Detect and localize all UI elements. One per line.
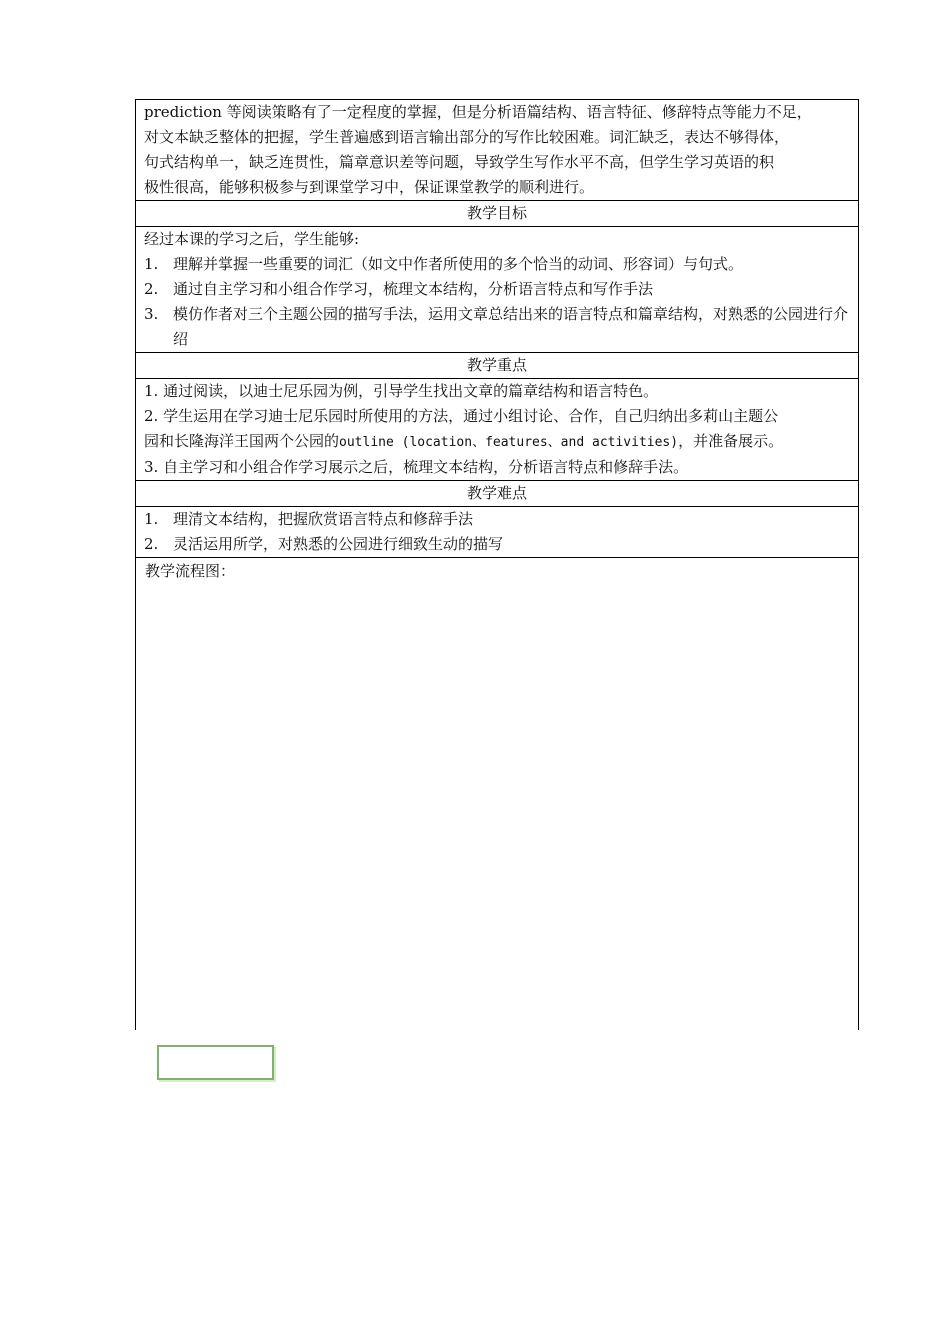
key-point-text: 园和长隆海洋王国两个公园的 [144,432,340,450]
key-point-text: ，并准备展示。 [678,432,784,450]
objectives-header: 教学目标 [135,200,859,226]
flowchart [135,557,859,1030]
objective-item [144,302,850,352]
difficulties-body [135,506,859,557]
objective-number: 1. [144,255,159,273]
analysis-line: 极性很高，能够积极参与到课堂学习中，保证课堂教学的顺利进行。 [144,178,595,196]
analysis-line: 对文本缺乏整体的把握，学生普遍感到语言输出部分的写作比较困难。词汇缺乏，表达不够得体， [144,128,790,146]
difficulty-item [144,532,850,557]
analysis-line: 句式结构单一，缺乏连贯性，篇章意识差等问题，导致学生写作水平不高，但学生学习英语的积 [144,153,775,171]
difficulty-number: 1. [144,510,159,528]
key-point-item: 2. 学生运用在学习迪士尼乐园时所使用的方法，通过小组讨论、合作，自己归纳出多莉山主题公 [144,407,779,425]
difficulty-number: 2. [144,535,159,553]
objectives-intro: 经过本课的学习之后，学生能够: [144,230,360,248]
objective-number: 2. [144,280,159,298]
flowchart-title: 教学流程图： [145,562,236,580]
key-point-item: 3. 自主学习和小组合作学习展示之后，梳理文本结构，分析语言特点和修辞手法。 [144,458,689,476]
objectives-body [135,226,859,352]
outline-terms: outline (location、features、and activities) [339,435,679,450]
difficulties-header: 教学难点 [135,480,859,506]
lesson-plan [135,99,859,1030]
difficulty-text: 灵活运用所学，对熟悉的公园进行细致生动的描写 [173,535,504,553]
stage-pre-reading [157,1045,274,1080]
difficulty-text: 理清文本结构，把握欣赏语言特点和修辞手法 [173,510,474,528]
objective-text: 通过自主学习和小组合作学习，梳理文本结构，分析语言特点和写作手法 [173,280,654,298]
key-points-header: 教学重点 [135,352,859,378]
analysis-line: prediction 等阅读策略有了一定程度的掌握，但是分析语篇结构、语言特征、修辞特点等能力不足， [144,103,812,121]
key-points-body [135,378,859,480]
key-point-item: 1. 通过阅读，以迪士尼乐园为例，引导学生找出文章的篇章结构和语言特色。 [144,382,659,400]
objective-number: 3. [144,305,159,323]
difficulty-item [144,507,850,532]
objective-text: 理解并掌握一些重要的词汇（如文中作者所使用的多个恰当的动词、形容词）与句式。 [173,255,744,273]
objective-text: 模仿作者对三个主题公园的描写手法，运用文章总结出来的语言特点和篇章结构，对熟悉的公园进行介绍 [173,305,849,348]
objective-item [144,277,850,302]
key-point-item [144,429,850,455]
objective-item [144,252,850,277]
learner-analysis [135,99,859,200]
